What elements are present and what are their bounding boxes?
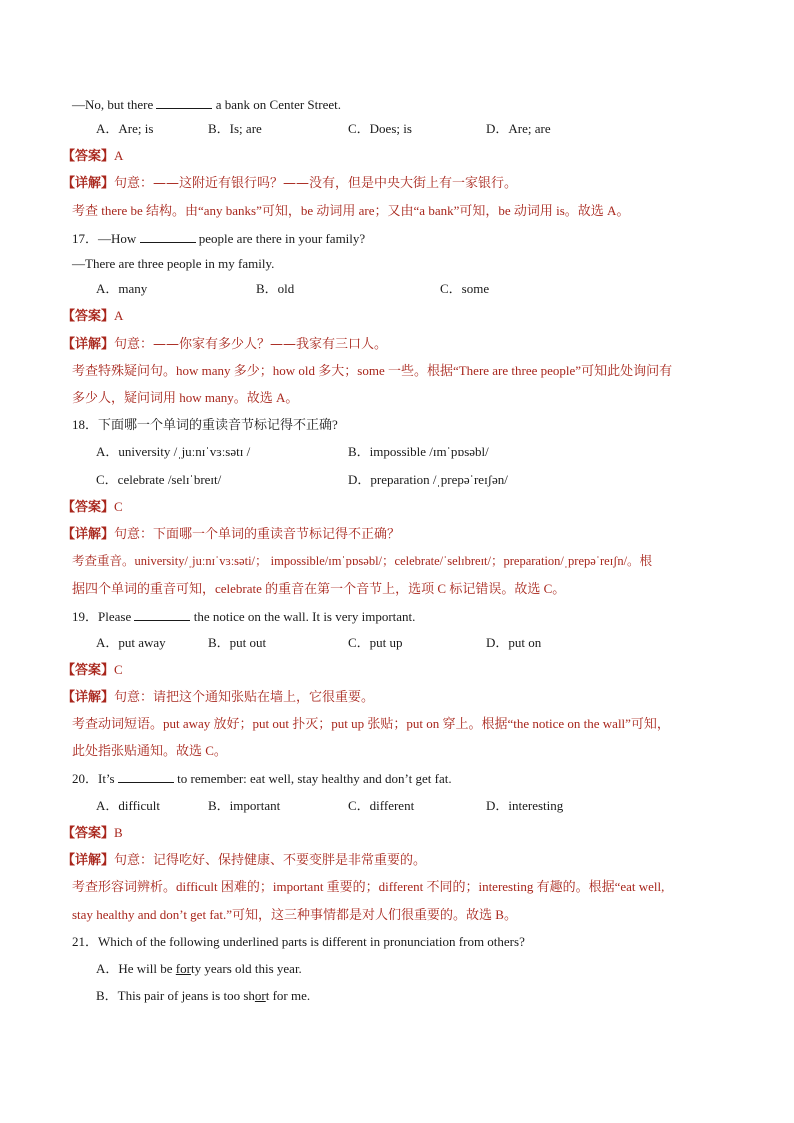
q17-detail: 【详解】句意：——你家有多少人？——我家有三口人。 — [62, 337, 388, 352]
q16-response: —No, but there a bank on Center Street. — [72, 97, 341, 112]
q17-options — [0, 281, 794, 297]
q19-answer: 【答案】C — [62, 662, 123, 678]
q17-stem: 17．—How people are there in your family? — [72, 231, 366, 246]
q16-explanation: 考查 there be 结构。由“any banks”可知，be 动词用 are；又由“a bank”可知，be 动词用 is。故选 A。 — [72, 203, 630, 218]
q20-explanation-1: 考查形容词辨析。difficult 困难的；important 重要的；different 不同的；interesting 有趣的。根据“eat well, — [72, 879, 665, 894]
q17-explanation-2: 多少人，疑问词用 how many。故选 A。 — [72, 390, 299, 405]
option-b: B．Is; are — [208, 121, 262, 136]
q20-stem: 20．It’s to remember: eat well, stay healthy and don’t get fat. — [72, 771, 452, 786]
option-a: A．difficult — [96, 798, 161, 813]
q17-explanation-1: 考查特殊疑问句。how many 多少；how old 多大；some 一些。根据“There are three people”可知此处询问有 — [72, 363, 673, 378]
q21-option-b: B．This pair of jeans is too short for me. — [96, 988, 311, 1003]
q21-stem: 21．Which of the following underlined parts is different in pronunciation from others? — [72, 934, 525, 949]
q17-response: —There are three people in my family. — [72, 256, 275, 271]
option-b: B．impossible /ɪmˈpɒsəbl/ — [348, 444, 489, 459]
q20-options — [0, 798, 794, 814]
q18-stem: 18．下面哪一个单词的重读音节标记得不正确? — [72, 417, 338, 432]
option-c: C．put up — [348, 635, 403, 650]
option-a: A．university /ˌjuːnɪˈvɜːsətɪ / — [96, 444, 251, 459]
option-c: C．Does; is — [348, 121, 412, 136]
answer-blank — [118, 770, 174, 783]
q19-explanation-2: 此处指张贴通知。故选 C。 — [72, 743, 227, 758]
option-d: D．interesting — [486, 798, 564, 813]
answer-blank — [140, 230, 196, 243]
option-a: A．Are; is — [96, 121, 154, 136]
q19-options — [0, 635, 794, 651]
q20-answer: 【答案】B — [62, 825, 123, 841]
q18-answer: 【答案】C — [62, 499, 123, 515]
option-a: A．put away — [96, 635, 166, 650]
q18-explanation-1: 考查重音。university/ˌjuːnɪˈvɜːsəti/； impossible/ɪmˈpɒsəbl/；celebrate/ˈselɪbreɪt/；preparation/ˌprepəˈreɪʃn/。根 — [72, 554, 653, 568]
q18-explanation-2: 据四个单词的重音可知，celebrate 的重音在第一个音节上，选项 C 标记错误。故选 C。 — [72, 581, 566, 596]
q17-answer: 【答案】A — [62, 308, 124, 324]
option-d: D．Are; are — [486, 121, 551, 136]
option-b: B．old — [256, 281, 295, 296]
option-c: C．celebrate /selɪˈbreɪt/ — [96, 472, 222, 487]
q18-options-row2 — [0, 472, 794, 488]
q19-stem: 19．Please the notice on the wall. It is very important. — [72, 609, 416, 624]
underlined-part: or — [254, 988, 266, 1003]
q21-option-a: A．He will be forty years old this year. — [96, 961, 302, 976]
answer-blank — [134, 608, 190, 621]
q16-options — [0, 121, 794, 137]
q19-detail: 【详解】句意：请把这个通知张贴在墙上，它很重要。 — [62, 690, 375, 705]
answer-blank — [156, 96, 212, 109]
q20-explanation-2: stay healthy and don’t get fat.”可知，这三种事情都是对人们很重要的。故选 B。 — [72, 907, 517, 922]
q16-answer: 【答案】A — [62, 148, 124, 164]
q19-explanation-1: 考查动词短语。put away 放好；put out 扑灭；put up 张贴；put on 穿上。根据“the notice on the wall”可知， — [72, 716, 670, 731]
option-c: C．different — [348, 798, 415, 813]
q16-detail: 【详解】句意：——这附近有银行吗？——没有，但是中央大街上有一家银行。 — [62, 176, 518, 191]
underlined-part: for — [175, 961, 191, 976]
option-c: C．some — [440, 281, 490, 296]
q18-detail: 【详解】句意：下面哪一个单词的重读音节标记得不正确？ — [62, 527, 401, 542]
option-b: B．put out — [208, 635, 267, 650]
option-b: B．important — [208, 798, 281, 813]
q18-options-row1 — [0, 444, 794, 460]
option-d: D．preparation /ˌprepəˈreɪʃən/ — [348, 472, 508, 487]
option-d: D．put on — [486, 635, 542, 650]
q20-detail: 【详解】句意：记得吃好、保持健康、不要变胖是非常重要的。 — [62, 853, 427, 868]
option-a: A．many — [96, 281, 148, 296]
